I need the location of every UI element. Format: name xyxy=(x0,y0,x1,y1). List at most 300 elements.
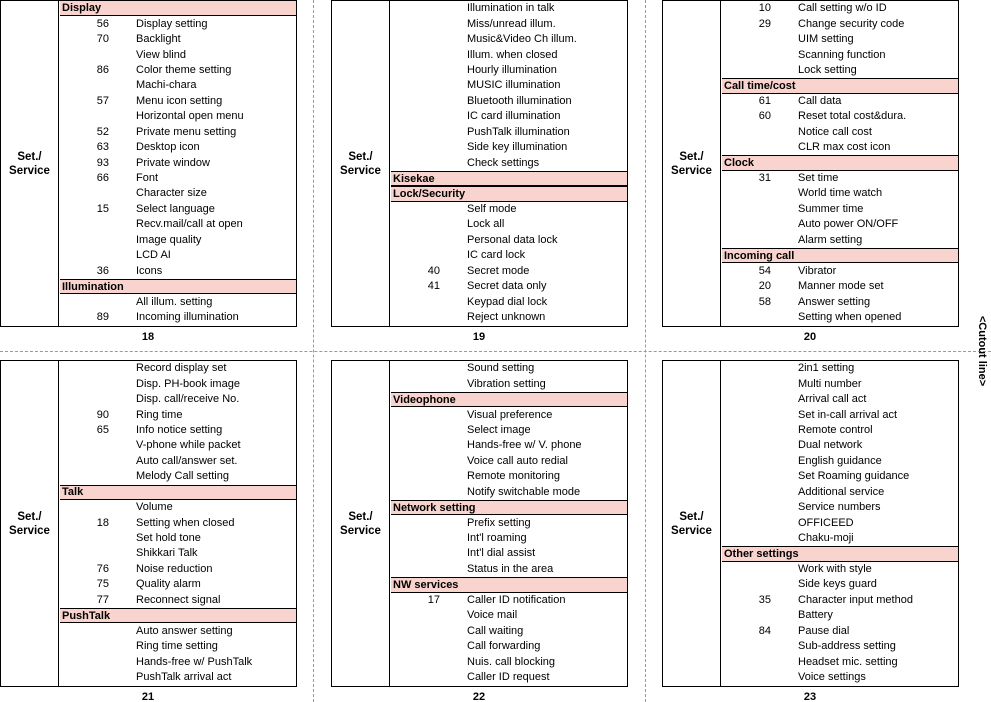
menu-panel-page-18 xyxy=(0,0,297,327)
side-label-line: Service xyxy=(9,524,50,537)
menu-item xyxy=(60,155,296,170)
side-label-line: Service xyxy=(671,524,712,537)
menu-item-label: Sub-address setting xyxy=(798,640,896,653)
menu-item xyxy=(60,438,296,453)
menu-item-label: Menu icon setting xyxy=(136,94,223,107)
section-header: Display xyxy=(60,1,296,16)
menu-item-label: Dual network xyxy=(798,439,863,452)
menu-item-number: 93 xyxy=(96,156,109,169)
menu-item-label: Vibrator xyxy=(798,264,837,277)
menu-item-label: Noise reduction xyxy=(136,562,213,575)
menu-item-label: Hands-free w/ V. phone xyxy=(467,439,582,452)
menu-item xyxy=(722,423,958,438)
menu-item xyxy=(722,186,958,201)
menu-item-label: Caller ID notification xyxy=(467,593,566,606)
menu-item-number: 76 xyxy=(96,562,109,575)
menu-item xyxy=(722,16,958,31)
menu-item-label: UIM setting xyxy=(798,33,854,46)
menu-item-label: Manner mode set xyxy=(798,280,884,293)
menu-item xyxy=(722,217,958,232)
menu-item xyxy=(391,263,627,278)
menu-item-label: Battery xyxy=(798,609,833,622)
menu-item-number: 29 xyxy=(758,17,771,30)
menu-item xyxy=(722,454,958,469)
menu-item-label: Secret data only xyxy=(467,280,547,293)
menu-item-label: Bluetooth illumination xyxy=(467,94,572,107)
menu-item xyxy=(391,94,627,109)
menu-item xyxy=(391,361,627,376)
menu-item xyxy=(60,125,296,140)
menu-item-label: Work with style xyxy=(798,562,872,575)
menu-item xyxy=(722,515,958,530)
menu-item xyxy=(60,670,296,685)
panel-side-label xyxy=(1,361,59,686)
menu-item xyxy=(722,233,958,248)
menu-item xyxy=(722,140,958,155)
menu-item-number: 18 xyxy=(96,516,109,529)
menu-item-number: 77 xyxy=(96,593,109,606)
menu-item xyxy=(722,654,958,669)
menu-item-number: 35 xyxy=(758,593,771,606)
section-header: Kisekae xyxy=(391,171,627,186)
menu-item xyxy=(722,392,958,407)
menu-item-label: Answer setting xyxy=(798,295,871,308)
menu-item xyxy=(722,438,958,453)
menu-item xyxy=(722,361,958,376)
menu-item xyxy=(60,171,296,186)
menu-item-label: Side keys guard xyxy=(798,578,877,591)
menu-item xyxy=(60,202,296,217)
menu-item xyxy=(60,94,296,109)
menu-item xyxy=(722,407,958,422)
menu-item xyxy=(60,423,296,438)
menu-item-label: Voice settings xyxy=(798,670,866,683)
menu-item-label: Pause dial xyxy=(798,624,850,637)
menu-item-label: Lock setting xyxy=(798,63,857,76)
menu-item-label: Remote control xyxy=(798,423,873,436)
menu-item-label: Image quality xyxy=(136,233,202,246)
menu-item-label: Secret mode xyxy=(467,264,530,277)
menu-item xyxy=(60,78,296,93)
menu-item xyxy=(60,515,296,530)
menu-item xyxy=(60,16,296,31)
page-number: 22 xyxy=(472,691,486,702)
menu-item-number: 60 xyxy=(758,110,771,123)
menu-item xyxy=(391,155,627,170)
menu-item xyxy=(391,63,627,78)
panel-side-label xyxy=(332,1,390,326)
menu-item xyxy=(722,1,958,16)
menu-item-label: Auto call/answer set. xyxy=(136,454,238,467)
page-number: 23 xyxy=(803,691,817,702)
menu-item-number: 75 xyxy=(96,578,109,591)
menu-item xyxy=(722,171,958,186)
menu-item xyxy=(60,454,296,469)
menu-item-number: 65 xyxy=(96,423,109,436)
menu-item xyxy=(391,376,627,391)
menu-item-number: 15 xyxy=(96,202,109,215)
menu-item-label: Miss/unread illum. xyxy=(467,17,556,30)
menu-item-label: Nuis. call blocking xyxy=(467,655,556,668)
menu-item-label: Desktop icon xyxy=(136,141,200,154)
menu-item-label: Disp. PH-book image xyxy=(136,377,240,390)
menu-item xyxy=(60,310,296,325)
menu-item xyxy=(60,294,296,309)
menu-item-label: Multi number xyxy=(798,377,862,390)
menu-item-label: Headset mic. setting xyxy=(798,655,898,668)
menu-item xyxy=(722,294,958,309)
menu-item xyxy=(722,47,958,62)
menu-item-label: All illum. setting xyxy=(136,295,213,308)
menu-item-label: Character size xyxy=(136,187,207,200)
menu-item-label: V-phone while packet xyxy=(136,439,241,452)
side-label-line: Set./ xyxy=(17,510,42,523)
menu-item-label: Record display set xyxy=(136,362,227,375)
section-header: Other settings xyxy=(722,546,958,561)
menu-item-label: Font xyxy=(136,172,159,185)
menu-item xyxy=(391,423,627,438)
menu-item-label: Setting when closed xyxy=(136,516,235,529)
menu-item-label: Auto power ON/OFF xyxy=(798,218,899,231)
menu-item-label: Lock all xyxy=(467,218,505,231)
menu-item xyxy=(391,248,627,263)
menu-item-label: Keypad dial lock xyxy=(467,295,548,308)
side-label-line: Service xyxy=(340,164,381,177)
menu-item-label: Display setting xyxy=(136,17,208,30)
menu-item-label: Set in-call arrival act xyxy=(798,408,898,421)
menu-item-label: IC card illumination xyxy=(467,110,561,123)
menu-item xyxy=(60,654,296,669)
menu-item-label: Side key illumination xyxy=(467,141,568,154)
menu-item-number: 90 xyxy=(96,408,109,421)
menu-item-label: Volume xyxy=(136,501,173,514)
menu-item-label: Hands-free w/ PushTalk xyxy=(136,655,253,668)
menu-item xyxy=(722,670,958,685)
menu-item xyxy=(60,32,296,47)
menu-item xyxy=(391,623,627,638)
menu-item-label: Chaku-moji xyxy=(798,532,854,545)
menu-list xyxy=(391,1,627,326)
menu-item-label: View blind xyxy=(136,48,186,61)
menu-item-label: Reconnect signal xyxy=(136,593,221,606)
menu-item-label: Self mode xyxy=(467,202,517,215)
menu-item-label: Call data xyxy=(798,94,842,107)
menu-item-label: Call setting w/o ID xyxy=(798,2,887,15)
menu-item-label: Additional service xyxy=(798,485,885,498)
menu-item-number: 54 xyxy=(758,264,771,277)
menu-item xyxy=(60,562,296,577)
menu-item xyxy=(391,608,627,623)
menu-item-label: Color theme setting xyxy=(136,63,232,76)
menu-item-label: IC card lock xyxy=(467,249,526,262)
menu-item xyxy=(391,279,627,294)
menu-item-number: 40 xyxy=(427,264,440,277)
section-header: Illumination xyxy=(60,279,296,294)
menu-item xyxy=(391,47,627,62)
menu-list xyxy=(722,1,958,326)
menu-item xyxy=(722,279,958,294)
menu-item xyxy=(391,562,627,577)
menu-item-number: 10 xyxy=(758,2,771,15)
menu-item xyxy=(391,546,627,561)
menu-item-number: 89 xyxy=(96,310,109,323)
menu-item-label: Notice call cost xyxy=(798,125,872,138)
menu-item xyxy=(722,562,958,577)
menu-item xyxy=(391,454,627,469)
panel-side-label xyxy=(332,361,390,686)
side-label-line: Service xyxy=(340,524,381,537)
menu-item-label: Incoming illumination xyxy=(136,310,239,323)
menu-item xyxy=(60,392,296,407)
menu-list xyxy=(722,361,958,686)
side-label-line: Set./ xyxy=(679,150,704,163)
menu-item xyxy=(391,125,627,140)
menu-item-label: Setting when opened xyxy=(798,310,902,323)
menu-item xyxy=(60,140,296,155)
menu-item-number: 57 xyxy=(96,94,109,107)
menu-item-label: Call forwarding xyxy=(467,640,541,653)
menu-item xyxy=(60,577,296,592)
menu-item-label: Personal data lock xyxy=(467,233,558,246)
menu-item-label: Service numbers xyxy=(798,501,881,514)
menu-item-label: Quality alarm xyxy=(136,578,201,591)
menu-item xyxy=(60,546,296,561)
menu-item-label: Icons xyxy=(136,264,163,277)
menu-item xyxy=(391,670,627,685)
menu-item-label: Disp. call/receive No. xyxy=(136,393,240,406)
menu-item xyxy=(60,361,296,376)
menu-item-label: PushTalk illumination xyxy=(467,125,570,138)
menu-item-label: Call waiting xyxy=(467,624,524,637)
menu-item-label: Shikkari Talk xyxy=(136,547,198,560)
menu-panel-page-22 xyxy=(331,360,628,687)
menu-item xyxy=(60,109,296,124)
panel-side-label xyxy=(1,1,59,326)
menu-item xyxy=(391,32,627,47)
menu-item-number: 58 xyxy=(758,295,771,308)
menu-item-label: 2in1 setting xyxy=(798,362,855,375)
menu-item-label: Alarm setting xyxy=(798,233,863,246)
menu-item xyxy=(60,186,296,201)
menu-item xyxy=(722,63,958,78)
menu-item-number: 41 xyxy=(427,280,440,293)
menu-item xyxy=(722,531,958,546)
menu-item xyxy=(391,109,627,124)
menu-item-label: Music&Video Ch illum. xyxy=(467,33,577,46)
menu-item-label: English guidance xyxy=(798,454,882,467)
menu-item-label: MUSIC illumination xyxy=(467,79,561,92)
menu-item-label: Auto answer setting xyxy=(136,624,233,637)
menu-item xyxy=(391,639,627,654)
menu-item-label: Notify switchable mode xyxy=(467,485,581,498)
menu-item-label: Vibration setting xyxy=(467,377,546,390)
menu-item-label: Machi-chara xyxy=(136,79,197,92)
menu-item xyxy=(60,233,296,248)
menu-item xyxy=(722,593,958,608)
menu-item-label: Visual preference xyxy=(467,408,553,421)
menu-list xyxy=(60,361,296,686)
menu-item-label: Private window xyxy=(136,156,210,169)
menu-item xyxy=(60,623,296,638)
menu-item xyxy=(722,32,958,47)
menu-item-label: Illumination in talk xyxy=(467,2,555,15)
menu-panel-page-20 xyxy=(662,0,959,327)
menu-item-label: Int'l dial assist xyxy=(467,547,536,560)
menu-item-label: World time watch xyxy=(798,187,883,200)
menu-item xyxy=(391,140,627,155)
menu-item-number: 86 xyxy=(96,63,109,76)
menu-item-number: 52 xyxy=(96,125,109,138)
side-label-line: Service xyxy=(9,164,50,177)
menu-item-label: CLR max cost icon xyxy=(798,141,891,154)
menu-list xyxy=(60,1,296,326)
menu-item-number: 17 xyxy=(427,593,440,606)
section-header: Videophone xyxy=(391,392,627,407)
page-number: 21 xyxy=(141,691,155,702)
menu-item xyxy=(391,16,627,31)
menu-item xyxy=(60,469,296,484)
menu-item xyxy=(391,485,627,500)
menu-item-label: Voice call auto redial xyxy=(467,454,568,467)
menu-list xyxy=(391,361,627,686)
menu-item-label: LCD AI xyxy=(136,249,171,262)
menu-item-number: 31 xyxy=(758,172,771,185)
section-header: Incoming call xyxy=(722,248,958,263)
menu-item xyxy=(722,310,958,325)
menu-item-label: Set hold tone xyxy=(136,532,201,545)
menu-item xyxy=(722,577,958,592)
menu-item xyxy=(391,78,627,93)
menu-item-number: 66 xyxy=(96,172,109,185)
section-header: NW services xyxy=(391,577,627,592)
menu-item xyxy=(60,248,296,263)
menu-item-label: Hourly illumination xyxy=(467,63,557,76)
menu-item-label: Change security code xyxy=(798,17,905,30)
menu-item xyxy=(722,376,958,391)
menu-item-label: Select language xyxy=(136,202,215,215)
menu-item-label: Scanning function xyxy=(798,48,886,61)
menu-item-label: Set Roaming guidance xyxy=(798,470,910,483)
menu-item-label: Horizontal open menu xyxy=(136,110,244,123)
cutout-line-label: <Cutout line> xyxy=(975,315,988,387)
menu-item-number: 56 xyxy=(96,17,109,30)
menu-item xyxy=(391,294,627,309)
panel-side-label xyxy=(663,1,721,326)
menu-item xyxy=(60,263,296,278)
menu-item xyxy=(722,608,958,623)
vertical-cut-line xyxy=(645,0,646,702)
menu-panel-page-19 xyxy=(331,0,628,327)
menu-item xyxy=(60,407,296,422)
page-number: 18 xyxy=(141,331,155,343)
menu-item xyxy=(391,1,627,16)
menu-item xyxy=(60,531,296,546)
menu-item xyxy=(722,94,958,109)
section-header: PushTalk xyxy=(60,608,296,623)
side-label-line: Set./ xyxy=(679,510,704,523)
menu-item xyxy=(391,469,627,484)
menu-item xyxy=(391,593,627,608)
menu-item xyxy=(722,263,958,278)
menu-item xyxy=(60,500,296,515)
menu-item-label: Status in the area xyxy=(467,562,554,575)
section-header: Call time/cost xyxy=(722,78,958,93)
section-header: Clock xyxy=(722,155,958,170)
menu-item-number: 36 xyxy=(96,264,109,277)
menu-item-label: Arrival call act xyxy=(798,393,867,406)
section-header: Lock/Security xyxy=(391,186,627,201)
menu-item-number: 70 xyxy=(96,33,109,46)
menu-item xyxy=(722,469,958,484)
menu-item-label: Reject unknown xyxy=(467,310,546,323)
menu-item-label: Ring time setting xyxy=(136,640,218,653)
side-label-line: Service xyxy=(671,164,712,177)
menu-item xyxy=(60,217,296,232)
menu-item xyxy=(722,125,958,140)
menu-item xyxy=(391,407,627,422)
menu-panel-page-23 xyxy=(662,360,959,687)
menu-item xyxy=(391,654,627,669)
menu-item xyxy=(722,109,958,124)
menu-item-label: Summer time xyxy=(798,202,864,215)
side-label-line: Set./ xyxy=(17,150,42,163)
menu-panel-page-21 xyxy=(0,360,297,687)
menu-item-label: Backlight xyxy=(136,33,181,46)
menu-item xyxy=(722,500,958,515)
menu-item-label: Prefix setting xyxy=(467,516,531,529)
menu-item xyxy=(391,233,627,248)
menu-item-label: Illum. when closed xyxy=(467,48,558,61)
horizontal-cut-line xyxy=(0,351,991,352)
menu-item xyxy=(722,202,958,217)
vertical-cut-line xyxy=(313,0,314,702)
menu-item xyxy=(391,202,627,217)
menu-item-number: 20 xyxy=(758,280,771,293)
menu-item-label: Check settings xyxy=(467,156,540,169)
menu-item-label: OFFICEED xyxy=(798,516,854,529)
section-header: Talk xyxy=(60,485,296,500)
menu-item xyxy=(60,593,296,608)
menu-item-label: Private menu setting xyxy=(136,125,237,138)
page-number: 19 xyxy=(472,331,486,343)
menu-item-label: Remote monitoring xyxy=(467,470,560,483)
menu-item xyxy=(60,47,296,62)
menu-item xyxy=(60,639,296,654)
menu-item xyxy=(60,376,296,391)
menu-item-label: Reset total cost&dura. xyxy=(798,110,907,123)
menu-item xyxy=(722,639,958,654)
menu-item xyxy=(391,531,627,546)
menu-item-label: Caller ID request xyxy=(467,670,550,683)
menu-item-label: Set time xyxy=(798,172,839,185)
menu-item xyxy=(391,438,627,453)
menu-item-label: Select image xyxy=(467,423,531,436)
menu-item xyxy=(391,515,627,530)
section-header: Network setting xyxy=(391,500,627,515)
page-number: 20 xyxy=(803,331,817,343)
menu-item-label: Recv.mail/call at open xyxy=(136,218,243,231)
menu-item-label: Character input method xyxy=(798,593,913,606)
menu-item-label: Info notice setting xyxy=(136,423,223,436)
menu-item-label: Int'l roaming xyxy=(467,532,527,545)
side-label-line: Set./ xyxy=(348,510,373,523)
side-label-line: Set./ xyxy=(348,150,373,163)
menu-item-number: 84 xyxy=(758,624,771,637)
menu-item-label: PushTalk arrival act xyxy=(136,670,232,683)
menu-item-label: Ring time xyxy=(136,408,183,421)
menu-item xyxy=(391,217,627,232)
menu-item xyxy=(60,63,296,78)
